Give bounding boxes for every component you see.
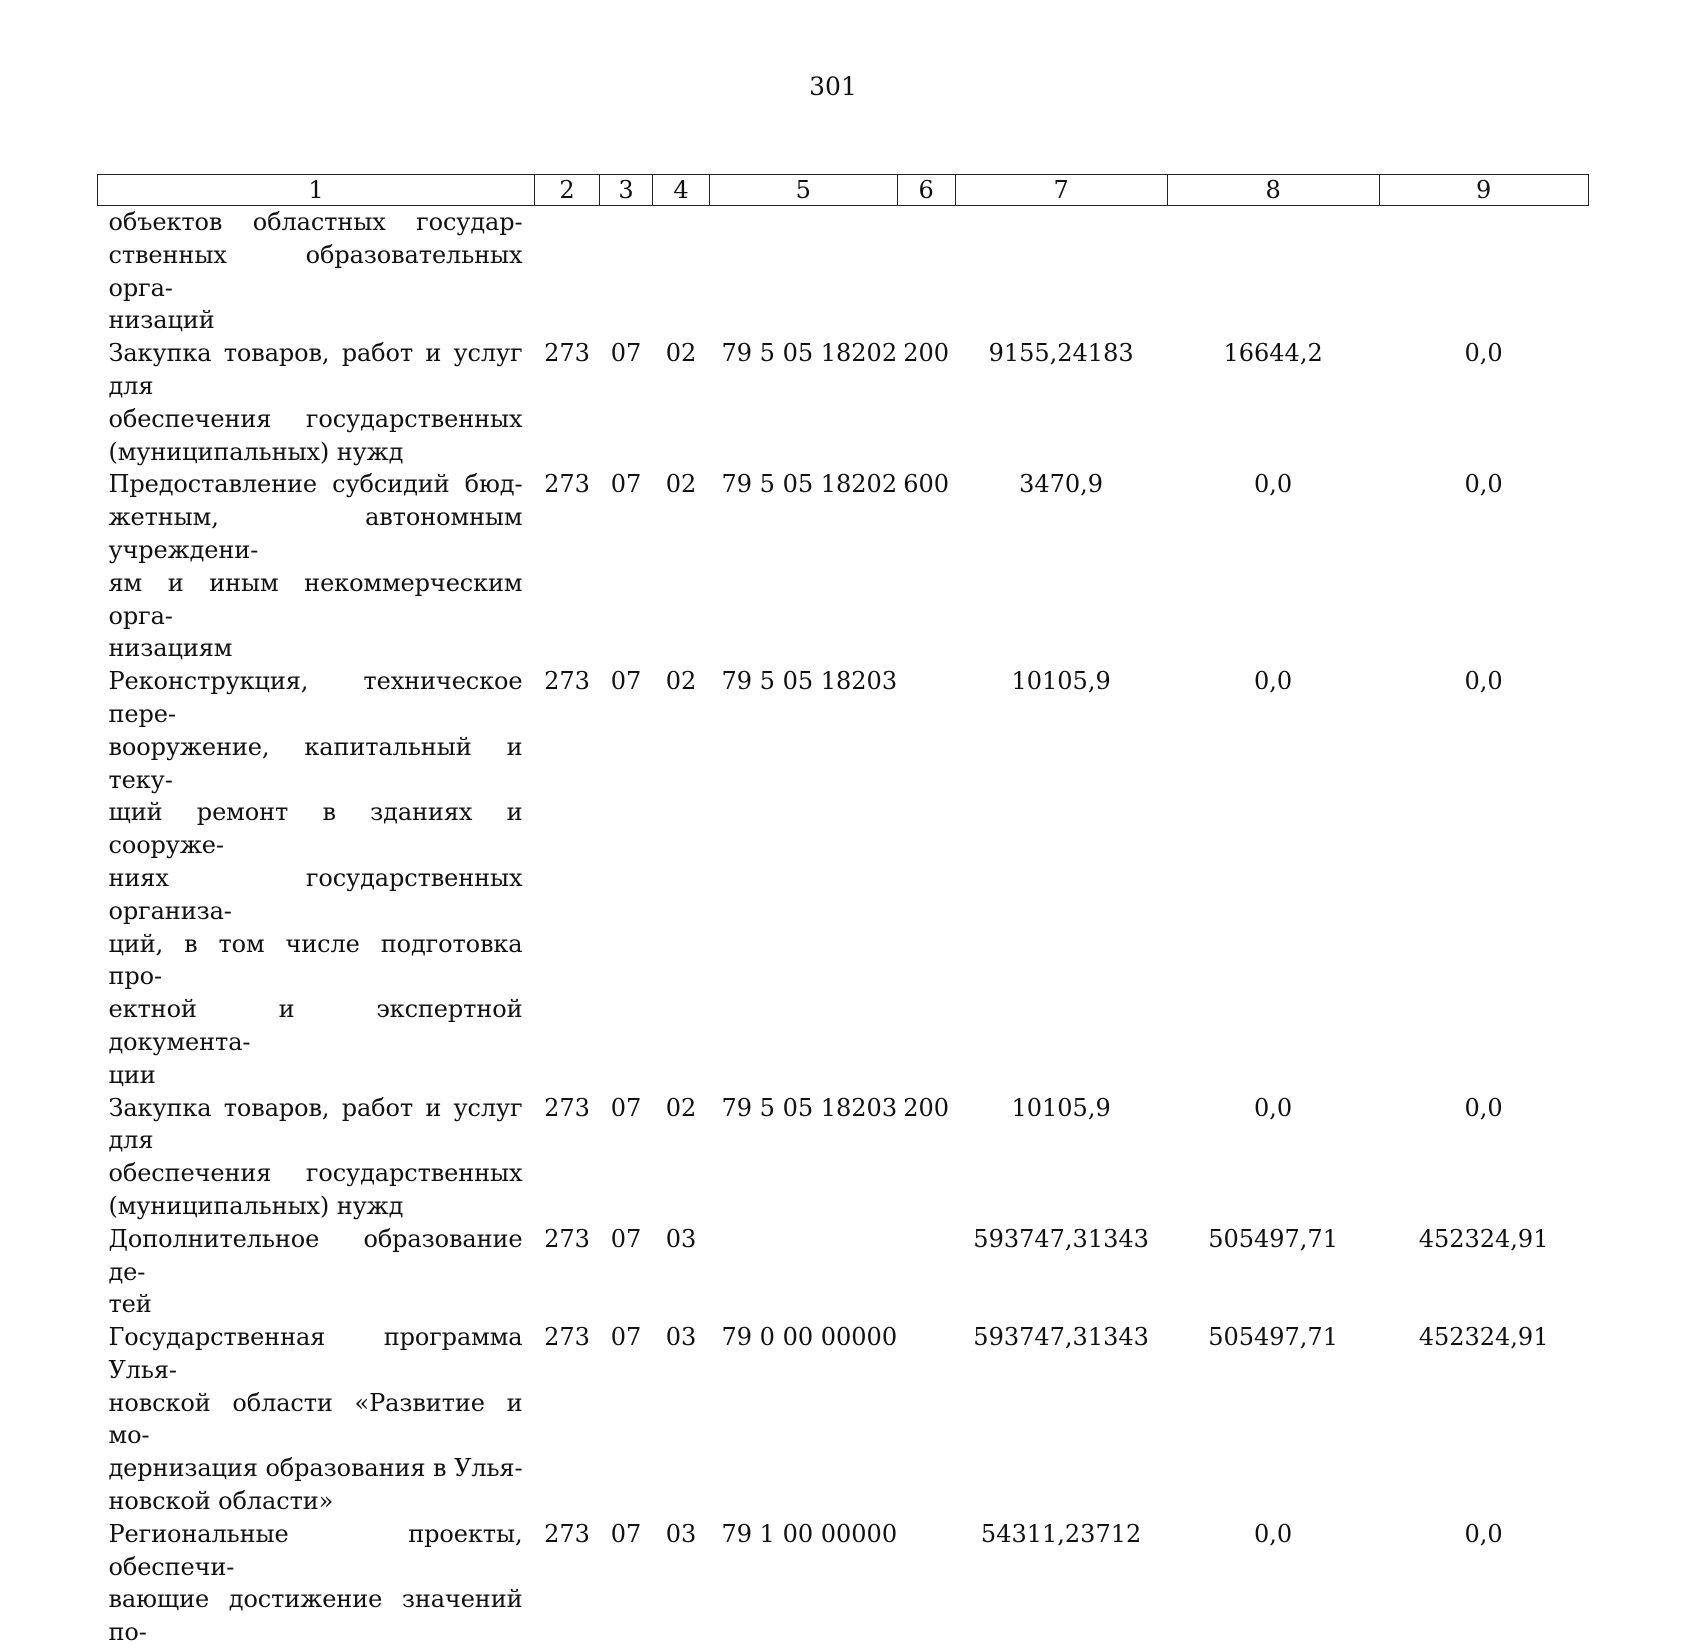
- cell-admin-code: 273: [535, 665, 600, 1091]
- cell-expense-type: [897, 1321, 955, 1518]
- header-cell-9: 9: [1379, 175, 1588, 206]
- description-line: вающие достижение значений по-: [109, 1583, 523, 1649]
- cell-section: 07: [600, 1092, 653, 1223]
- cell-amount-year-1: 593747,31343: [955, 1223, 1167, 1321]
- cell-expense-type: [897, 1518, 955, 1649]
- budget-table: [97, 174, 1589, 1649]
- cell-target-article: 79 5 05 18203: [710, 1092, 898, 1223]
- cell-expense-type: 200: [897, 337, 955, 468]
- cell-subsection: 02: [653, 1092, 710, 1223]
- cell-amount-year-1: 9155,24183: [955, 337, 1167, 468]
- cell-admin-code: 273: [535, 1518, 600, 1649]
- cell-expense-type: 200: [897, 1092, 955, 1223]
- description-line: щий ремонт в зданиях и сооруже-: [109, 796, 523, 862]
- description-line: Закупка товаров, работ и услуг для: [109, 337, 523, 403]
- header-cell-8: 8: [1167, 175, 1379, 206]
- cell-target-article: [710, 1223, 898, 1321]
- table-row: [98, 1092, 1589, 1223]
- description-line: обеспечения государственных: [109, 403, 523, 436]
- cell-description: [98, 665, 535, 1091]
- cell-amount-year-3: 0,0: [1379, 337, 1588, 468]
- header-row: [98, 175, 1589, 206]
- cell-amount-year-3: 0,0: [1379, 665, 1588, 1091]
- cell-subsection: [653, 206, 710, 338]
- cell-expense-type: 600: [897, 468, 955, 665]
- cell-amount-year-1: 10105,9: [955, 665, 1167, 1091]
- description-line: низаций: [109, 304, 523, 337]
- cell-description: [98, 206, 535, 338]
- cell-amount-year-3: 452324,91: [1379, 1223, 1588, 1321]
- description-line: тей: [109, 1288, 523, 1321]
- cell-section: 07: [600, 665, 653, 1091]
- cell-admin-code: 273: [535, 1321, 600, 1518]
- cell-section: [600, 206, 653, 338]
- cell-amount-year-1: 3470,9: [955, 468, 1167, 665]
- cell-admin-code: 273: [535, 468, 600, 665]
- page-number: 301: [0, 72, 1698, 101]
- cell-description: [98, 1223, 535, 1321]
- cell-subsection: 02: [653, 337, 710, 468]
- description-line: ций, в том числе подготовка про-: [109, 928, 523, 994]
- cell-description: [98, 468, 535, 665]
- cell-amount-year-3: 0,0: [1379, 468, 1588, 665]
- table-row: [98, 1518, 1589, 1649]
- description-line: обеспечения государственных: [109, 1157, 523, 1190]
- description-line: новской области «Развитие и мо-: [109, 1387, 523, 1453]
- cell-amount-year-3: 452324,91: [1379, 1321, 1588, 1518]
- description-line: Закупка товаров, работ и услуг для: [109, 1092, 523, 1158]
- description-line: ственных образовательных орга-: [109, 239, 523, 305]
- cell-expense-type: [897, 665, 955, 1091]
- cell-amount-year-1: 593747,31343: [955, 1321, 1167, 1518]
- cell-section: 07: [600, 337, 653, 468]
- description-line: ниях государственных организа-: [109, 862, 523, 928]
- description-line: ектной и экспертной документа-: [109, 993, 523, 1059]
- cell-subsection: 02: [653, 468, 710, 665]
- description-line: (муниципальных) нужд: [109, 436, 523, 469]
- cell-target-article: 79 0 00 00000: [710, 1321, 898, 1518]
- header-cell-4: 4: [653, 175, 710, 206]
- cell-amount-year-2: 0,0: [1167, 1092, 1379, 1223]
- cell-amount-year-2: 0,0: [1167, 468, 1379, 665]
- cell-amount-year-2: [1167, 206, 1379, 338]
- cell-expense-type: [897, 1223, 955, 1321]
- description-line: Региональные проекты, обеспечи-: [109, 1518, 523, 1584]
- description-line: дернизация образования в Улья-: [109, 1452, 523, 1485]
- description-line: низациям: [109, 632, 523, 665]
- header-cell-6: 6: [897, 175, 955, 206]
- cell-description: [98, 1518, 535, 1649]
- table-row: [98, 665, 1589, 1091]
- description-line: Дополнительное образование де-: [109, 1223, 523, 1289]
- cell-section: 07: [600, 468, 653, 665]
- description-line: Государственная программа Улья-: [109, 1321, 523, 1387]
- cell-admin-code: [535, 206, 600, 338]
- cell-amount-year-1: 10105,9: [955, 1092, 1167, 1223]
- cell-expense-type: [897, 206, 955, 338]
- cell-amount-year-2: 505497,71: [1167, 1321, 1379, 1518]
- cell-description: [98, 1092, 535, 1223]
- cell-amount-year-1: [955, 206, 1167, 338]
- description-line: вооружение, капитальный и теку-: [109, 731, 523, 797]
- cell-description: [98, 337, 535, 468]
- cell-admin-code: 273: [535, 1092, 600, 1223]
- cell-section: 07: [600, 1518, 653, 1649]
- description-line: (муниципальных) нужд: [109, 1190, 523, 1223]
- description-line: объектов областных государ-: [109, 206, 523, 239]
- cell-amount-year-2: 0,0: [1167, 665, 1379, 1091]
- cell-target-article: 79 5 05 18202: [710, 337, 898, 468]
- table-body: [98, 206, 1589, 1649]
- cell-description: [98, 1321, 535, 1518]
- cell-amount-year-3: 0,0: [1379, 1092, 1588, 1223]
- cell-amount-year-2: 505497,71: [1167, 1223, 1379, 1321]
- description-line: ям и иным некоммерческим орга-: [109, 567, 523, 633]
- description-line: Реконструкция, техническое пере-: [109, 665, 523, 731]
- header-cell-5: 5: [710, 175, 898, 206]
- cell-subsection: 02: [653, 665, 710, 1091]
- table-row: [98, 337, 1589, 468]
- cell-target-article: 79 1 00 00000: [710, 1518, 898, 1649]
- table-row: [98, 1321, 1589, 1518]
- cell-subsection: 03: [653, 1223, 710, 1321]
- description-line: жетным, автономным учреждени-: [109, 501, 523, 567]
- header-cell-1: 1: [98, 175, 535, 206]
- cell-amount-year-2: 0,0: [1167, 1518, 1379, 1649]
- cell-amount-year-1: 54311,23712: [955, 1518, 1167, 1649]
- description-line: ции: [109, 1059, 523, 1092]
- cell-target-article: 79 5 05 18203: [710, 665, 898, 1091]
- header-cell-2: 2: [535, 175, 600, 206]
- header-cell-7: 7: [955, 175, 1167, 206]
- cell-target-article: 79 5 05 18202: [710, 468, 898, 665]
- cell-amount-year-3: 0,0: [1379, 1518, 1588, 1649]
- header-cell-3: 3: [600, 175, 653, 206]
- table-row: [98, 468, 1589, 665]
- cell-subsection: 03: [653, 1321, 710, 1518]
- cell-subsection: 03: [653, 1518, 710, 1649]
- cell-admin-code: 273: [535, 1223, 600, 1321]
- cell-section: 07: [600, 1223, 653, 1321]
- cell-admin-code: 273: [535, 337, 600, 468]
- table-row: [98, 206, 1589, 338]
- cell-target-article: [710, 206, 898, 338]
- table-row: [98, 1223, 1589, 1321]
- description-line: новской области»: [109, 1485, 523, 1518]
- description-line: Предоставление субсидий бюд-: [109, 468, 523, 501]
- cell-section: 07: [600, 1321, 653, 1518]
- cell-amount-year-3: [1379, 206, 1588, 338]
- cell-amount-year-2: 16644,2: [1167, 337, 1379, 468]
